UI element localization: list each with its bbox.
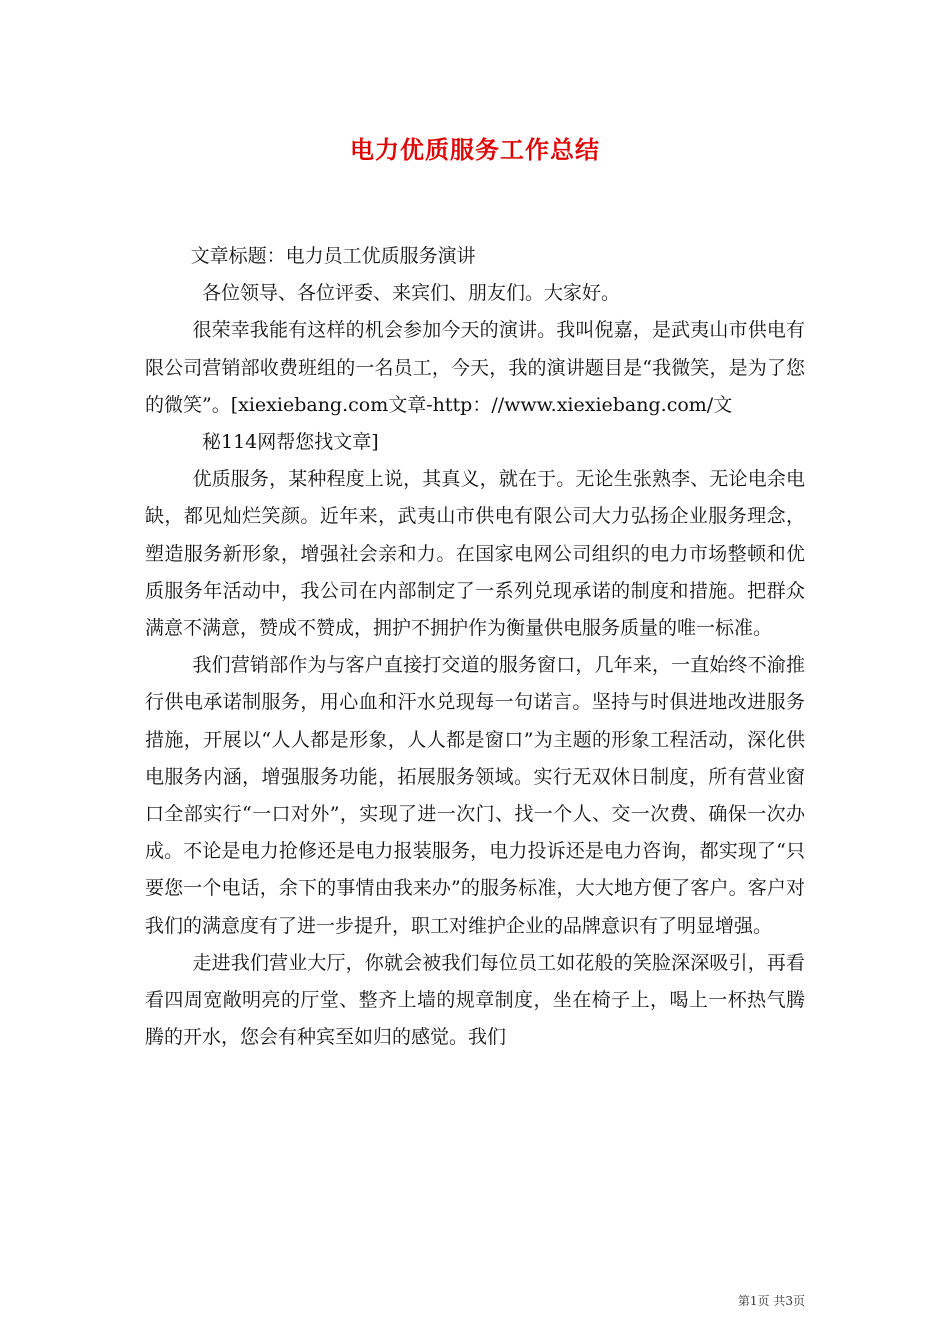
service-paragraph: 优质服务，某种程度上说，其真义，就在于。无论生张熟李、无论电余电缺，都见灿烂笑颜。近年来，武夷山市供电有限公司大力弘扬企业服务理念，塑造服务新形象，增强社会亲和力。在国家电网公司组织的电力市场整顿和优质服务年活动中，我公司在内部制定了一系列兑现承诺的制度和措施。把群众满意不满意，赞成不赞成，拥护不拥护作为衡量供电服务质量的唯一标准。: [145, 468, 805, 640]
greeting-paragraph: 各位领导、各位评委、来宾们、朋友们。大家好。: [202, 282, 621, 305]
document-body: [145, 238, 805, 1056]
page-number: 第1页 共3页: [737, 1294, 805, 1308]
article-title-line: 文章标题：电力员工优质服务演讲: [190, 245, 476, 267]
source-note-paragraph: 秘114网帮您找文章]: [202, 431, 379, 454]
document-title: 电力优质服务工作总结: [350, 136, 600, 164]
intro-paragraph: 很荣幸我能有这样的机会参加今天的演讲。我叫倪嘉，是武夷山市供电有限公司营销部收费班组的一名员工，今天，我的演讲题目是“我微笑，是为了您的微笑”。[xiexiebang.com文章-http：//www.xiexiebang.com/文: [145, 319, 805, 416]
marketing-paragraph: 我们营销部作为与客户直接打交道的服务窗口，几年来，一直始终不渝推行供电承诺制服务，用心血和汗水兑现每一句诺言。坚持与时俱进地改进服务措施，开展以“人人都是形象，人人都是窗口”为主题的形象工程活动，深化供电服务内涵，增强服务功能，拓展服务领域。实行无双休日制度，所有营业窗口全部实行“一口对外”，实现了进一次门、找一个人、交一次费、确保一次办成。不论是电力抢修还是电力报装服务，电力投诉还是电力咨询，都实现了“只要您一个电话，余下的事情由我来办”的服务标准，大大地方便了客户。客户对我们的满意度有了进一步提升，职工对维护企业的品牌意识有了明显增强。: [145, 654, 805, 937]
hall-paragraph: 走进我们营业大厅，你就会被我们每位员工如花般的笑脸深深吸引，再看看四周宽敞明亮的厅堂、整齐上墙的规章制度，坐在椅子上，喝上一杯热气腾腾的开水，您会有种宾至如归的感觉。我们: [145, 951, 805, 1049]
